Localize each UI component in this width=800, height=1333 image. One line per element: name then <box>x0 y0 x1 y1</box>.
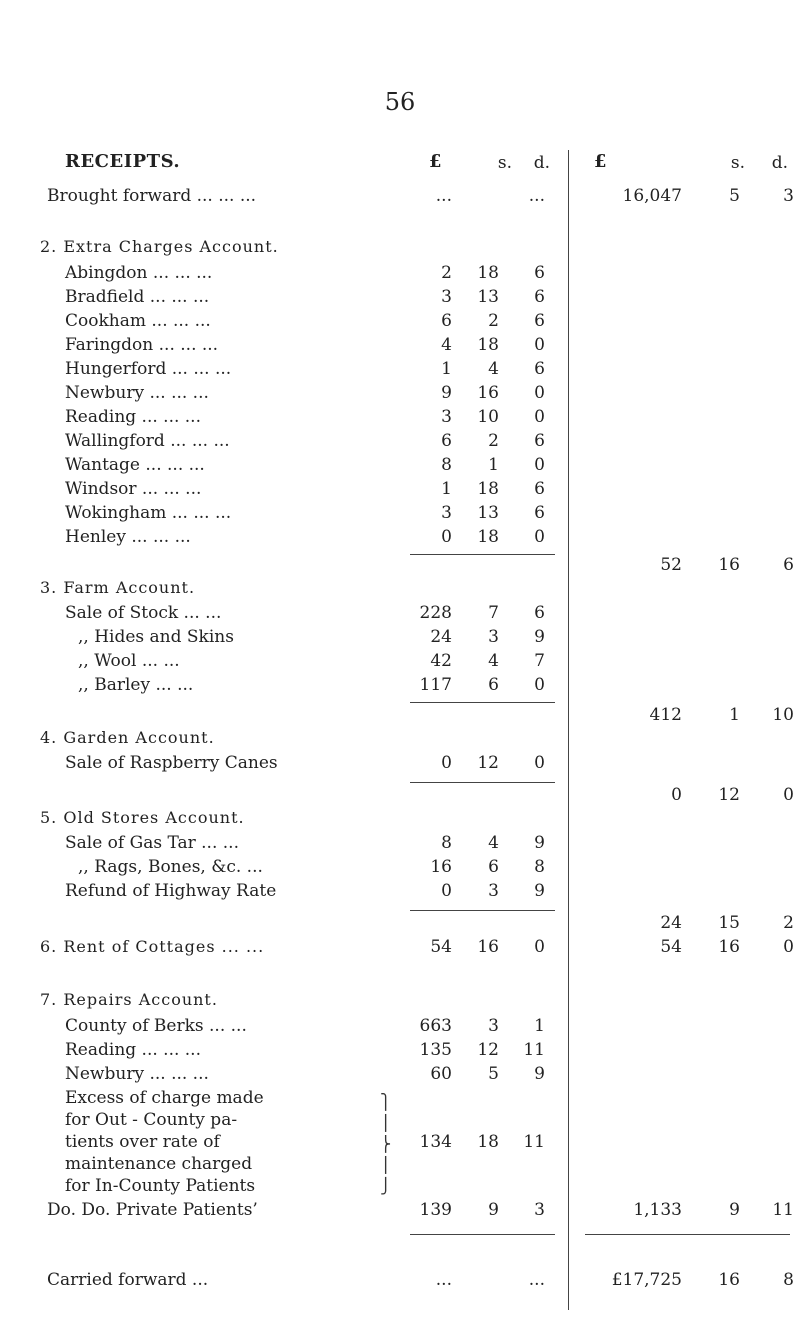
carried-forward-col1-s: ... <box>435 1270 452 1290</box>
line-item-shillings: 18 <box>477 479 499 499</box>
line-item-pence: 6 <box>534 503 545 523</box>
line-item-pounds: 8 <box>441 833 452 853</box>
line-item-pounds: 0 <box>441 881 452 901</box>
line-item-shillings: 2 <box>488 431 499 451</box>
line-item-shillings: 3 <box>488 1016 499 1036</box>
section-total-shillings: 9 <box>729 1200 740 1220</box>
line-item-pounds: 6 <box>441 311 452 331</box>
carried-forward-col1-d: ... <box>528 1270 545 1290</box>
section-total-shillings: 16 <box>718 937 740 957</box>
line-item-pounds: 0 <box>441 527 452 547</box>
line-item-label: Henley ... ... ... <box>65 527 191 547</box>
line-item-pounds: 54 <box>430 937 452 957</box>
subtotal-rule <box>410 702 555 703</box>
excess-label-line: for Out - County pa- <box>65 1110 238 1130</box>
line-item-label: Reading ... ... ... <box>65 1040 201 1060</box>
line-item-pence: 0 <box>534 407 545 427</box>
line-item-pence: 6 <box>534 263 545 283</box>
line-item-label: Faringdon ... ... ... <box>65 335 219 355</box>
line-item-pence: 6 <box>534 359 545 379</box>
col1-pounds-header: £ <box>428 151 442 172</box>
line-item-pence: 8 <box>534 857 545 877</box>
line-item-label: Wallingford ... ... ... <box>65 431 230 451</box>
line-item-label: Sale of Gas Tar ... ... <box>65 833 239 853</box>
line-item-pence: 0 <box>534 675 545 695</box>
line-item-pounds: 2 <box>441 263 452 283</box>
line-item-pence: 9 <box>534 627 545 647</box>
section-title-repairs: 7. Repairs Account. <box>40 990 218 1009</box>
section-total-pounds: 412 <box>649 705 682 725</box>
section-total-shillings: 1 <box>729 705 740 725</box>
subtotal-rule <box>410 1234 555 1235</box>
line-item-label: ,, Barley ... ... <box>78 675 194 695</box>
line-item-pence: 9 <box>534 833 545 853</box>
line-item-shillings: 18 <box>477 335 499 355</box>
line-item-label: Abingdon ... ... ... <box>65 263 213 283</box>
line-item-label: Bradfield ... ... ... <box>65 287 210 307</box>
excess-label-line: Excess of charge made <box>65 1088 264 1108</box>
subtotal-rule <box>410 782 555 783</box>
line-item-pounds: 8 <box>441 455 452 475</box>
line-item-pence: 0 <box>534 527 545 547</box>
page-number: 56 <box>384 88 416 116</box>
excess-label-line: tients over rate of <box>65 1132 220 1152</box>
line-item-pence: 0 <box>534 335 545 355</box>
line-item-label: Windsor ... ... ... <box>65 479 202 499</box>
line-item-label: Do. Do. Private Patients’ <box>47 1200 258 1220</box>
line-item-label: County of Berks ... ... <box>65 1016 247 1036</box>
line-item-shillings: 7 <box>488 603 499 623</box>
line-item-shillings: 2 <box>488 311 499 331</box>
brought-forward-col1-d: ... <box>528 186 545 206</box>
line-item-shillings: 6 <box>488 675 499 695</box>
section-title-rent: 6. Rent of Cottages ... ... <box>40 937 265 956</box>
line-item-pence: 0 <box>534 753 545 773</box>
line-item-pounds: 117 <box>419 675 452 695</box>
line-item-pounds: 1 <box>441 479 452 499</box>
brought-forward-label: Brought forward ... ... ... <box>47 186 257 206</box>
curly-brace-icon: ⎫ ⎪ ⎬ ⎪ ⎭ <box>380 1093 392 1195</box>
line-item-pounds: 135 <box>419 1040 452 1060</box>
line-item-pence: 0 <box>534 383 545 403</box>
section-total-pence: 2 <box>783 913 794 933</box>
line-item-pounds: 228 <box>419 603 452 623</box>
col2-pence-header: d. <box>771 153 788 173</box>
section-title-old-stores: 5. Old Stores Account. <box>40 808 245 827</box>
line-item-shillings: 1 <box>488 455 499 475</box>
line-item-label: ,, Rags, Bones, &c. ... <box>78 857 263 877</box>
section-total-pounds: 52 <box>660 555 682 575</box>
line-item-shillings: 12 <box>477 1040 499 1060</box>
line-item-pounds: 1 <box>441 359 452 379</box>
line-item-pence: 11 <box>523 1040 545 1060</box>
line-item-shillings: 12 <box>477 753 499 773</box>
line-item-shillings: 3 <box>488 881 499 901</box>
subtotal-rule <box>410 910 555 911</box>
section-total-pence: 10 <box>772 705 794 725</box>
line-item-pence: 6 <box>534 431 545 451</box>
line-item-label: Refund of Highway Rate <box>65 881 277 901</box>
section-total-shillings: 12 <box>718 785 740 805</box>
section-total-pounds: 0 <box>671 785 682 805</box>
line-item-label: Wantage ... ... ... <box>65 455 205 475</box>
line-item-pence: 9 <box>534 881 545 901</box>
brought-forward-pounds: 16,047 <box>622 186 682 206</box>
brought-forward-pence: 3 <box>783 186 794 206</box>
brought-forward-col1-s: ... <box>435 186 452 206</box>
line-item-shillings: 13 <box>477 287 499 307</box>
line-item-pounds: 3 <box>441 287 452 307</box>
line-item-shillings: 16 <box>477 937 499 957</box>
section-total-pence: 11 <box>772 1200 794 1220</box>
line-item-pence: 7 <box>534 651 545 671</box>
section-total-pence: 0 <box>783 785 794 805</box>
line-item-pounds: 4 <box>441 335 452 355</box>
line-item-shillings: 9 <box>488 1200 499 1220</box>
col1-shillings-header: s. <box>497 153 512 173</box>
line-item-pounds: 9 <box>441 383 452 403</box>
carried-forward-pence: 8 <box>783 1270 794 1290</box>
line-item-shillings: 18 <box>477 1132 499 1152</box>
line-item-pence: 0 <box>534 455 545 475</box>
col1-pence-header: d. <box>533 153 550 173</box>
line-item-pounds: 0 <box>441 753 452 773</box>
line-item-label: Newbury ... ... ... <box>65 383 209 403</box>
total-rule <box>585 1234 790 1235</box>
line-item-pence: 3 <box>534 1200 545 1220</box>
column-divider <box>568 150 569 1310</box>
line-item-pence: 6 <box>534 287 545 307</box>
section-total-pence: 6 <box>783 555 794 575</box>
line-item-shillings: 4 <box>488 651 499 671</box>
page-title: RECEIPTS. <box>65 151 181 172</box>
section-title-farm: 3. Farm Account. <box>40 578 196 597</box>
line-item-shillings: 13 <box>477 503 499 523</box>
line-item-shillings: 3 <box>488 627 499 647</box>
line-item-pounds: 3 <box>441 503 452 523</box>
subtotal-rule <box>410 554 555 555</box>
line-item-shillings: 18 <box>477 263 499 283</box>
line-item-label: ,, Wool ... ... <box>78 651 180 671</box>
brought-forward-shillings: 5 <box>729 186 740 206</box>
line-item-shillings: 4 <box>488 833 499 853</box>
line-item-pounds: 24 <box>430 627 452 647</box>
col2-pounds-header: £ <box>593 151 607 172</box>
line-item-shillings: 16 <box>477 383 499 403</box>
line-item-label: ,, Hides and Skins <box>78 627 234 647</box>
line-item-pounds: 134 <box>419 1132 452 1152</box>
line-item-label: Cookham ... ... ... <box>65 311 211 331</box>
line-item-pounds: 16 <box>430 857 452 877</box>
section-total-pounds: 24 <box>660 913 682 933</box>
excess-label-line: maintenance charged <box>65 1154 253 1174</box>
line-item-label: Newbury ... ... ... <box>65 1064 209 1084</box>
line-item-shillings: 5 <box>488 1064 499 1084</box>
carried-forward-shillings: 16 <box>718 1270 740 1290</box>
line-item-shillings: 18 <box>477 527 499 547</box>
carried-forward-label: Carried forward ... <box>47 1270 209 1290</box>
line-item-pounds: 139 <box>419 1200 452 1220</box>
line-item-pence: 11 <box>523 1132 545 1152</box>
line-item-shillings: 10 <box>477 407 499 427</box>
section-total-pounds: 1,133 <box>633 1200 682 1220</box>
line-item-pence: 6 <box>534 311 545 331</box>
line-item-label: Sale of Raspberry Canes <box>65 753 278 773</box>
line-item-pence: 0 <box>534 937 545 957</box>
excess-label-line: for In-County Patients <box>65 1176 256 1196</box>
line-item-label: Sale of Stock ... ... <box>65 603 222 623</box>
section-total-shillings: 15 <box>718 913 740 933</box>
line-item-pounds: 42 <box>430 651 452 671</box>
line-item-pence: 9 <box>534 1064 545 1084</box>
line-item-pounds: 60 <box>430 1064 452 1084</box>
section-title-garden: 4. Garden Account. <box>40 728 215 747</box>
section-title-extra-charges: 2. Extra Charges Account. <box>40 237 279 256</box>
col2-shillings-header: s. <box>730 153 745 173</box>
line-item-pence: 6 <box>534 479 545 499</box>
line-item-pounds: 6 <box>441 431 452 451</box>
line-item-label: Wokingham ... ... ... <box>65 503 232 523</box>
carried-forward-pounds: £17,725 <box>611 1270 682 1290</box>
section-total-pence: 0 <box>783 937 794 957</box>
line-item-pounds: 663 <box>419 1016 452 1036</box>
section-total-shillings: 16 <box>718 555 740 575</box>
section-total-pounds: 54 <box>660 937 682 957</box>
line-item-shillings: 4 <box>488 359 499 379</box>
line-item-shillings: 6 <box>488 857 499 877</box>
line-item-label: Reading ... ... ... <box>65 407 201 427</box>
line-item-label: Hungerford ... ... ... <box>65 359 232 379</box>
line-item-pounds: 3 <box>441 407 452 427</box>
line-item-pence: 1 <box>534 1016 545 1036</box>
line-item-pence: 6 <box>534 603 545 623</box>
